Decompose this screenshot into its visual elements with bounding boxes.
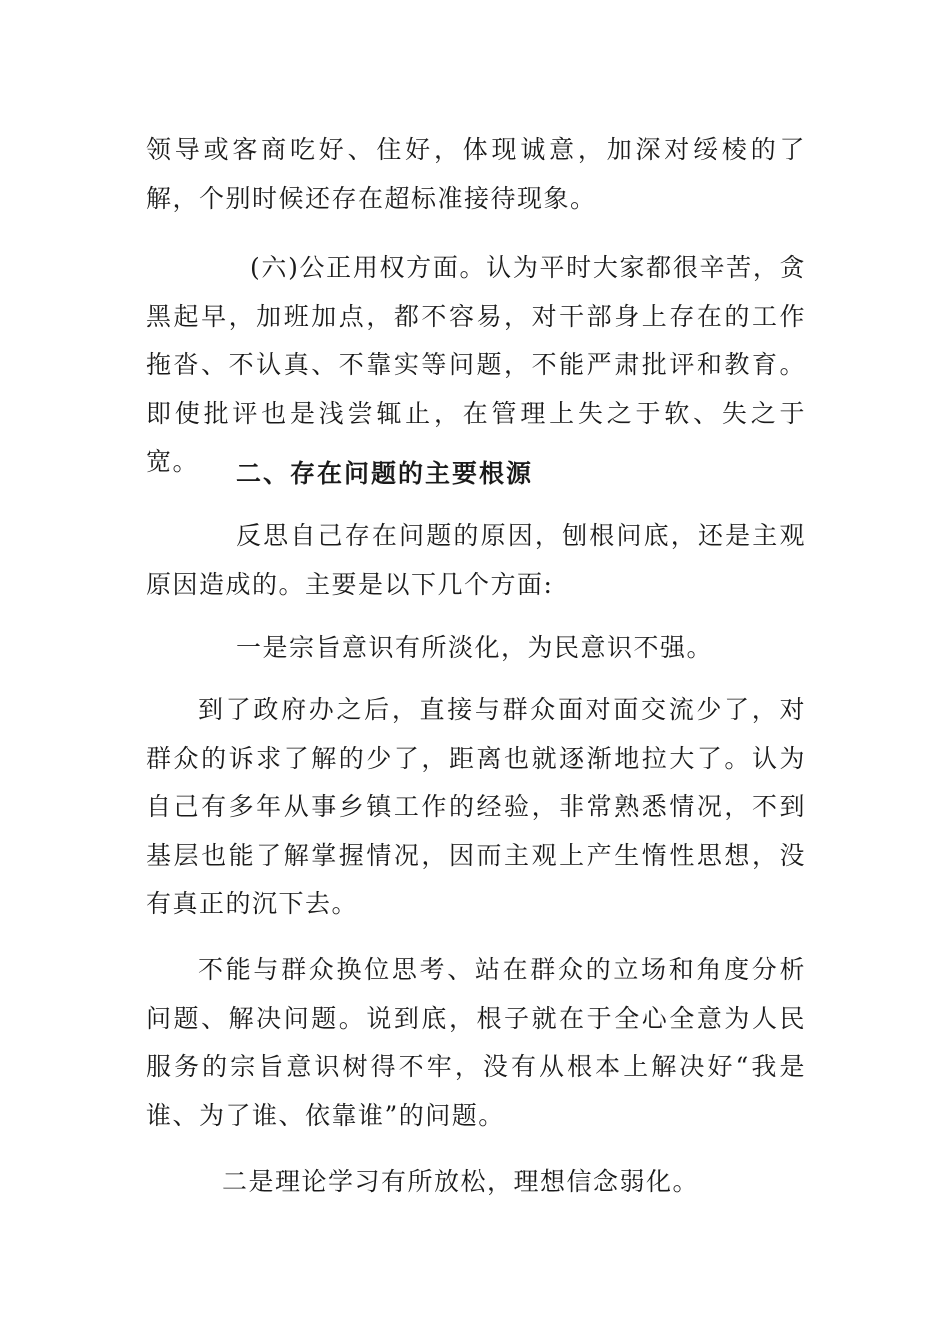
section-heading-root-causes: 二、存在问题的主要根源 xyxy=(236,459,534,488)
paragraph-reception-standards: 领导或客商吃好、住好，体现诚意，加深对绥棱的了解，个别时候还存在超标准接待现象。 xyxy=(146,135,806,213)
paragraph-fair-use-of-power: (六)公正用权方面。认为平时大家都很辛苦，贪黑起早，加班加点，都不容易，对干部身上存在的工作拖沓、不认真、不靠实等问题，不能严肃批评和教育。即使批评也是浅尝辄止，在管理上失之于软、失之于宽。 xyxy=(146,253,806,476)
paragraph-point-two: 二是理论学习有所放松，理想信念弱化。 xyxy=(222,1167,700,1196)
paragraph-perspective-taking: 不能与群众换位思考、站在群众的立场和角度分析问题、解决问题。说到底，根子就在于全心全意为人民服务的宗旨意识树得不牢，没有从根本上解决好“我是谁、为了谁、依靠谁”的问题。 xyxy=(146,955,806,1130)
paragraph-government-office: 到了政府办之后，直接与群众面对面交流少了，对群众的诉求了解的少了，距离也就逐渐地拉大了。认为自己有多年从事乡镇工作的经验，非常熟悉情况，不到基层也能了解掌握情况，因而主观上产生惰性思想，没有真正的沉下去。 xyxy=(146,695,806,918)
paragraph-reflection: 反思自己存在问题的原因，刨根问底，还是主观原因造成的。主要是以下几个方面: xyxy=(146,521,806,599)
paragraph-point-one: 一是宗旨意识有所淡化，为民意识不强。 xyxy=(236,633,714,662)
